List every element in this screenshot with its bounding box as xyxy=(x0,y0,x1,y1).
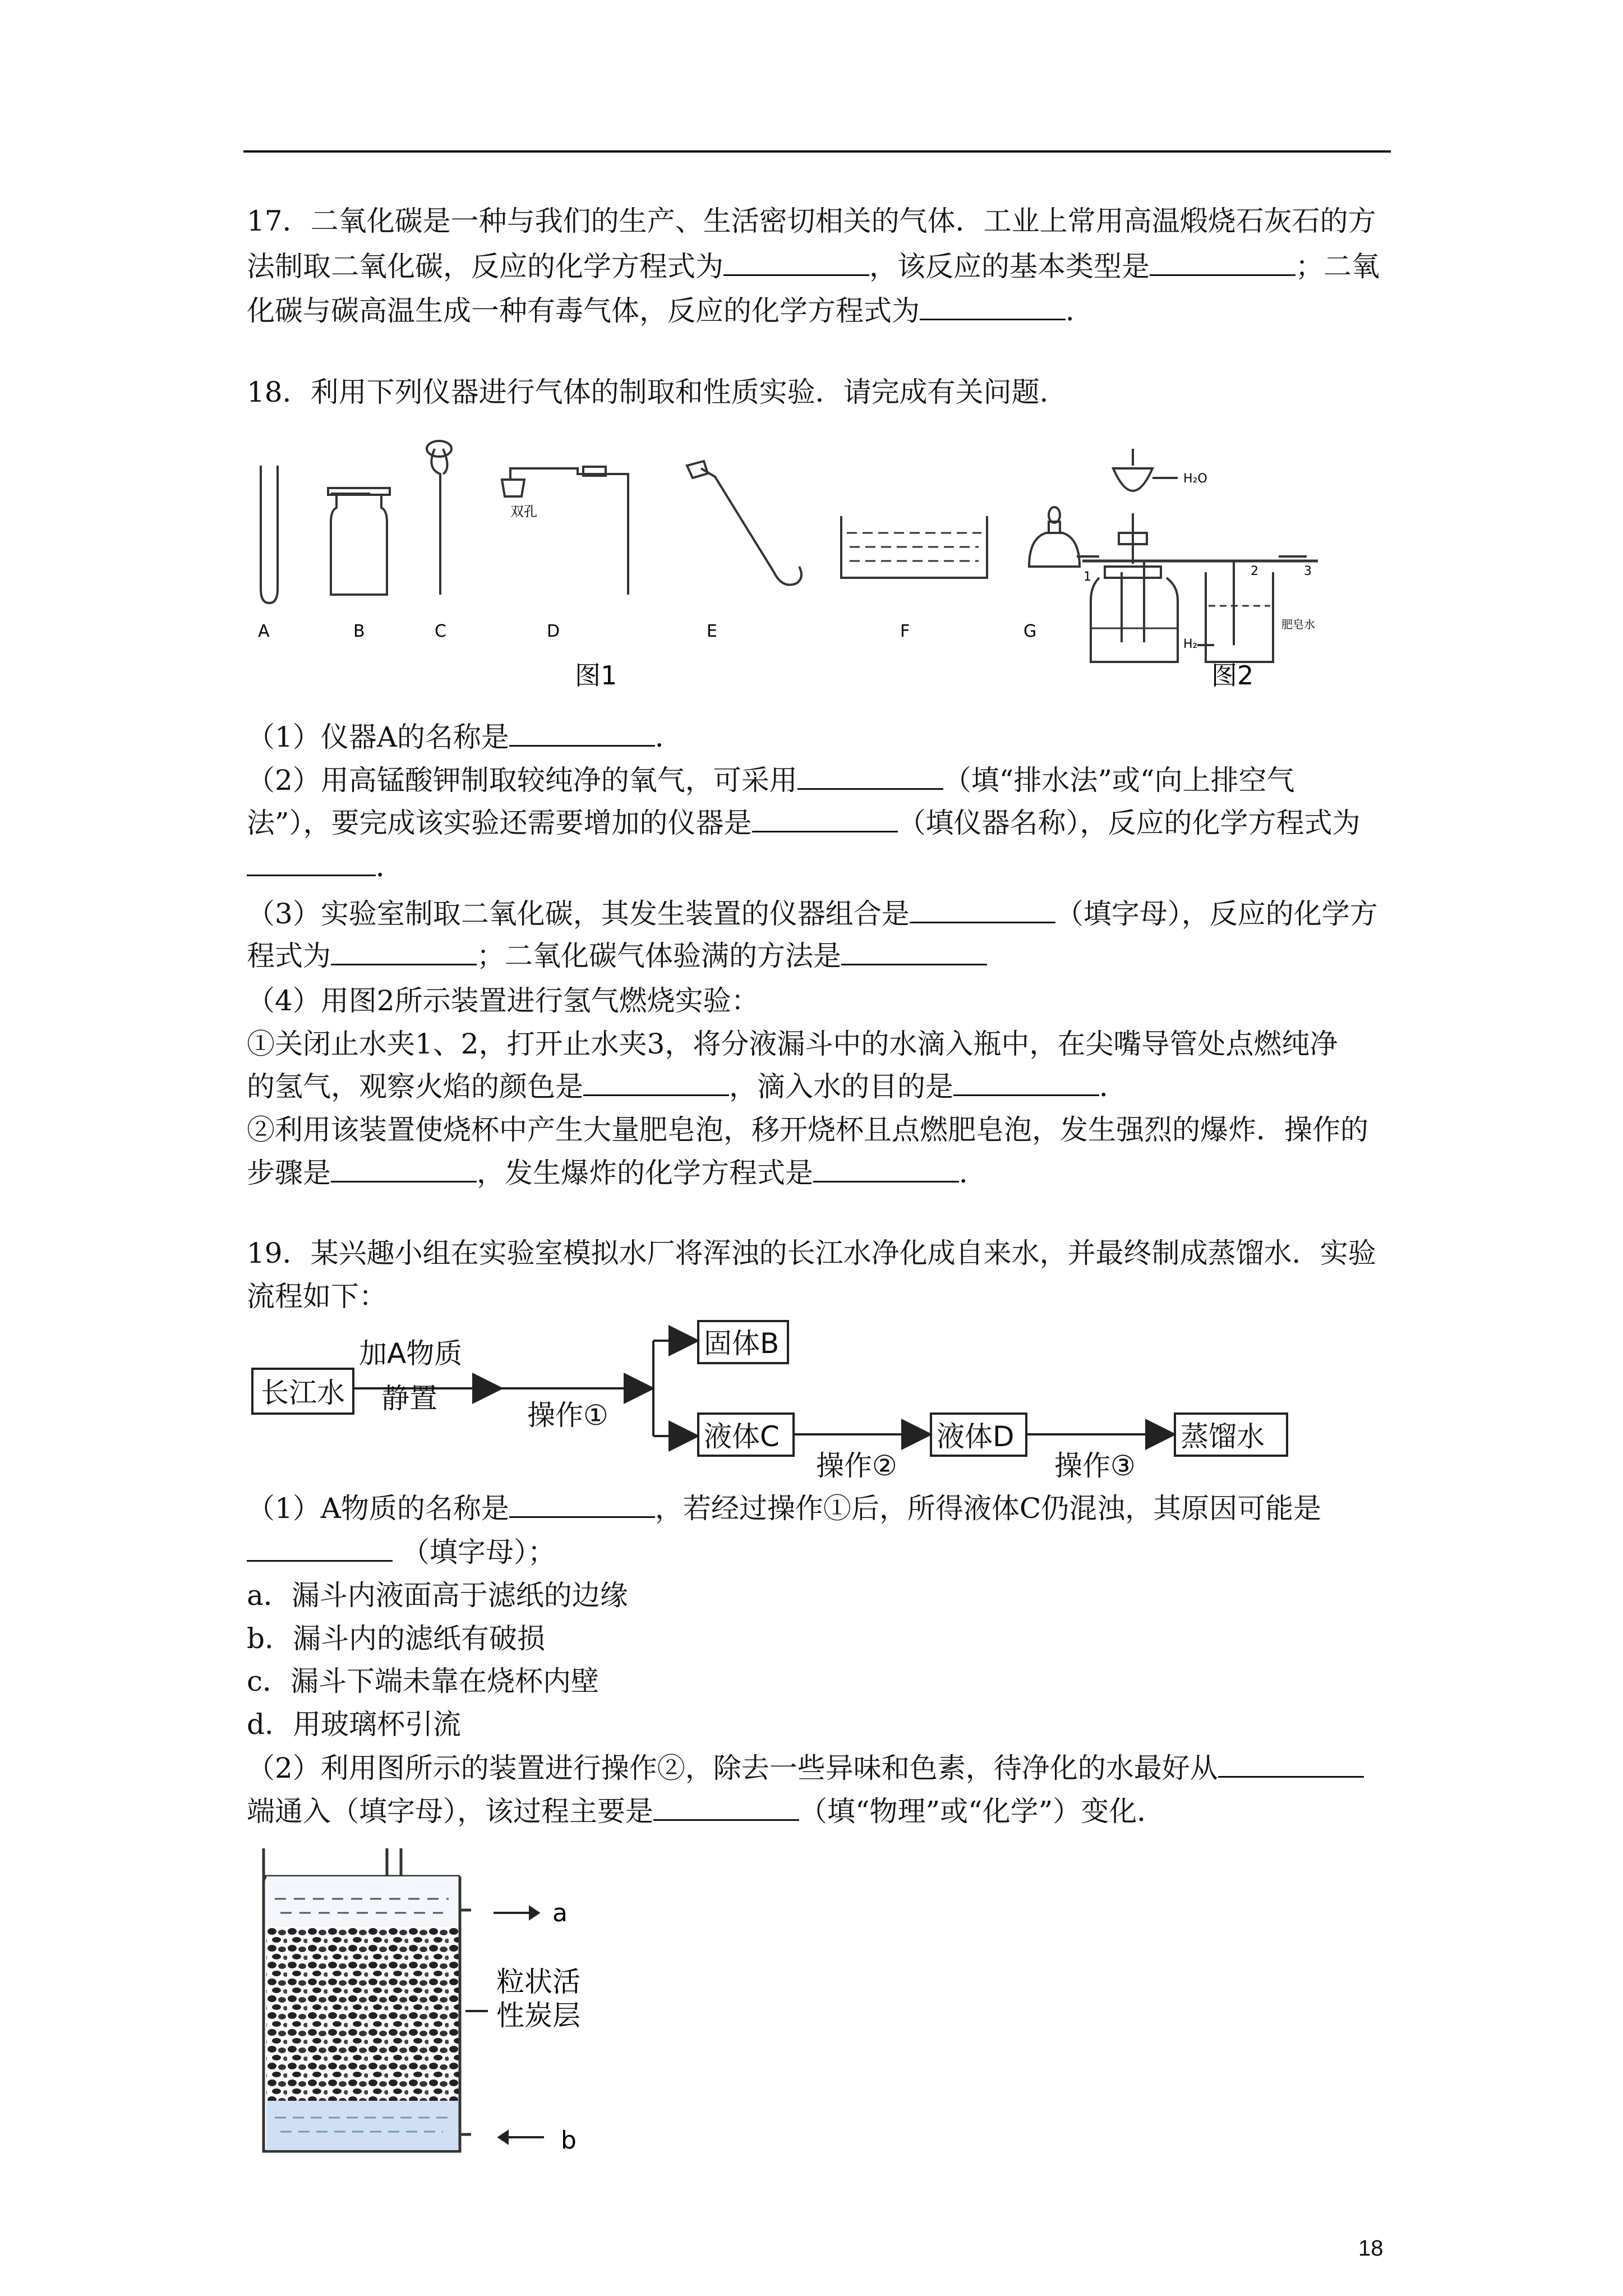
separatory-funnel-icon xyxy=(1113,468,1152,491)
answer-blank[interactable] xyxy=(331,936,477,965)
answer-blank[interactable] xyxy=(910,894,1055,923)
beaker-icon xyxy=(1206,572,1273,662)
port-b-label: b xyxy=(561,2126,577,2155)
label-soap-water: 肥皂水 xyxy=(1281,618,1315,631)
q19-p2-cont: 端通入（填字母），该过程主要是 （填“物理”或“化学”）变化． xyxy=(247,1789,1165,1833)
gas-jar-icon xyxy=(331,494,387,595)
carbon-layer xyxy=(266,1927,459,2101)
flow-solid-b: 固体B xyxy=(704,1327,780,1360)
stopper-icon xyxy=(502,480,524,496)
answer-blank[interactable] xyxy=(813,1153,959,1182)
answer-blank[interactable] xyxy=(920,291,1066,320)
flow-op1: 操作① xyxy=(527,1399,608,1432)
stopper2-icon xyxy=(1105,567,1161,578)
q18-p3: （3）实验室制取二氧化碳，其发生装置的仪器组合是 （填字母），反应的化学方 xyxy=(247,892,1378,936)
label-E: E xyxy=(707,622,717,641)
glass-plate-icon xyxy=(328,488,390,495)
answer-blank[interactable] xyxy=(583,1066,729,1096)
q19-flowchart xyxy=(247,1318,1312,1500)
answer-blank[interactable] xyxy=(953,1066,1099,1096)
carbon-label-2: 性炭层 xyxy=(496,1999,580,2032)
q18-p4-1-cont: 的氢气，观察火焰的颜色是 ，滴入水的目的是 ． xyxy=(247,1065,1127,1108)
flow-add-a: 加A物质 xyxy=(359,1337,463,1370)
answer-blank[interactable] xyxy=(653,1791,799,1821)
answer-blank[interactable] xyxy=(797,760,943,790)
label-F: F xyxy=(900,622,910,641)
label-G: G xyxy=(1023,622,1037,641)
filter-svg xyxy=(247,1843,639,2162)
answer-blank[interactable] xyxy=(723,246,869,276)
apparatus-svg xyxy=(247,426,1391,696)
label-clamp-2: 2 xyxy=(1251,564,1258,578)
answer-blank[interactable] xyxy=(247,846,376,876)
q18-p4-1: ①关闭止水夹1、2，打开止水夹3，将分液漏斗中的水滴入瓶中，在尖嘴导管处点燃纯净 xyxy=(247,1028,1338,1060)
delivery-tube-icon xyxy=(510,468,628,595)
flow-op3: 操作③ xyxy=(1054,1450,1136,1482)
alcohol-lamp-icon xyxy=(1029,533,1080,567)
bent-tube-icon xyxy=(701,468,801,585)
label-water: H₂O xyxy=(1183,472,1207,486)
q19-option-c: c．漏斗下端未靠在烧杯内壁 xyxy=(247,1665,600,1697)
q17-line2: 法制取二氧化碳，反应的化学方程式为 ，该反应的基本类型是 ；二氧 xyxy=(247,245,1380,288)
label-B: B xyxy=(353,622,365,641)
answer-blank[interactable] xyxy=(841,936,987,965)
q19-option-b: b．漏斗内的滤纸有破损 xyxy=(247,1622,546,1655)
page-number: 18 xyxy=(1358,2236,1384,2261)
flow-end: 蒸馏水 xyxy=(1181,1420,1265,1453)
q18-stem: 18．利用下列仪器进行气体的制取和性质实验．请完成有关问题． xyxy=(247,376,1068,408)
q18-p4: （4）用图2所示装置进行氢气燃烧实验： xyxy=(247,984,759,1017)
answer-blank[interactable] xyxy=(752,803,898,832)
answer-blank[interactable] xyxy=(1150,246,1295,276)
q19-option-a: a．漏斗内液面高于滤纸的边缘 xyxy=(247,1579,628,1612)
label-C: C xyxy=(435,622,446,641)
label-clamp-1: 1 xyxy=(1083,570,1091,584)
answer-blank[interactable] xyxy=(1218,1748,1364,1778)
q19-p1-cont: （填字母）； xyxy=(247,1530,556,1574)
flow-start: 长江水 xyxy=(261,1377,345,1409)
q19-p1: （1）A物质的名称是 ，若经过操作①后，所得液体C仍混浊，其原因可能是 xyxy=(247,1487,1321,1530)
funnel-icon xyxy=(431,449,447,595)
q19-option-d: d．用玻璃杯引流 xyxy=(247,1708,462,1741)
flow-settle: 静置 xyxy=(381,1382,437,1415)
label-A: A xyxy=(258,622,270,641)
label-D: D xyxy=(547,622,560,641)
port-a-label: a xyxy=(552,1899,568,1927)
answer-blank[interactable] xyxy=(509,717,655,747)
q17-line3: 化碳与碳高温生成一种有毒气体，反应的化学方程式为 ． xyxy=(247,289,1094,333)
label-clamp-3: 3 xyxy=(1304,564,1312,578)
q18-p1: （1）仪器A的名称是 ． xyxy=(247,715,683,759)
label-two-hole: 双孔 xyxy=(510,504,537,519)
flask-icon xyxy=(1091,578,1178,662)
test-tube-icon xyxy=(261,466,278,603)
answer-blank[interactable] xyxy=(331,1153,477,1182)
flow-liquid-c: 液体C xyxy=(704,1420,780,1453)
q18-figure-apparatus xyxy=(247,426,1391,698)
answer-blank[interactable] xyxy=(509,1488,655,1518)
answer-blank[interactable] xyxy=(247,1532,393,1562)
q19-stem2: 流程如下： xyxy=(247,1280,387,1313)
flow-liquid-d: 液体D xyxy=(937,1420,1015,1453)
q18-p3-cont: 程式为 ；二氧化碳气体验满的方法是 xyxy=(247,934,987,978)
q18-p2: （2）用高锰酸钾制取较纯净的氧气，可采用 （填“排水法”或“向上排空气 xyxy=(247,758,1295,802)
flowchart-svg xyxy=(247,1318,1312,1498)
fig1-caption: 图1 xyxy=(575,660,617,691)
q19-p2: （2）利用图所示的装置进行操作②，除去一些异味和色素，待净化的水最好从 xyxy=(247,1746,1364,1790)
q19-carbon-filter-figure xyxy=(247,1843,639,2165)
q18-p2-cont: 法”），要完成该实验还需要增加的仪器是 （填仪器名称），反应的化学方程式为 xyxy=(247,801,1361,845)
q17-line1: 17．二氧化碳是一种与我们的生产、生活密切相关的气体．工业上常用高温煅烧石灰石的方 xyxy=(247,205,1376,237)
q18-p4-2-cont: 步骤是 ，发生爆炸的化学方程式是 ． xyxy=(247,1151,987,1195)
water-layer xyxy=(266,2101,459,2150)
header-rule xyxy=(243,150,1391,153)
q18-p2-end: ． xyxy=(247,845,404,889)
q19-stem1: 19．某兴趣小组在实验室模拟水厂将浑浊的长江水净化成自来水，并最终制成蒸馏水．实验 xyxy=(247,1237,1376,1269)
flow-op2: 操作② xyxy=(816,1450,897,1482)
carbon-label-1: 粒状活 xyxy=(496,1966,580,1998)
q18-p4-2: ②利用该装置使烧杯中产生大量肥皂泡，移开烧杯且点燃肥皂泡，发生强烈的爆炸．操作的 xyxy=(247,1114,1368,1146)
fig2-caption: 图2 xyxy=(1211,660,1254,691)
label-h2: H₂ xyxy=(1183,637,1198,651)
